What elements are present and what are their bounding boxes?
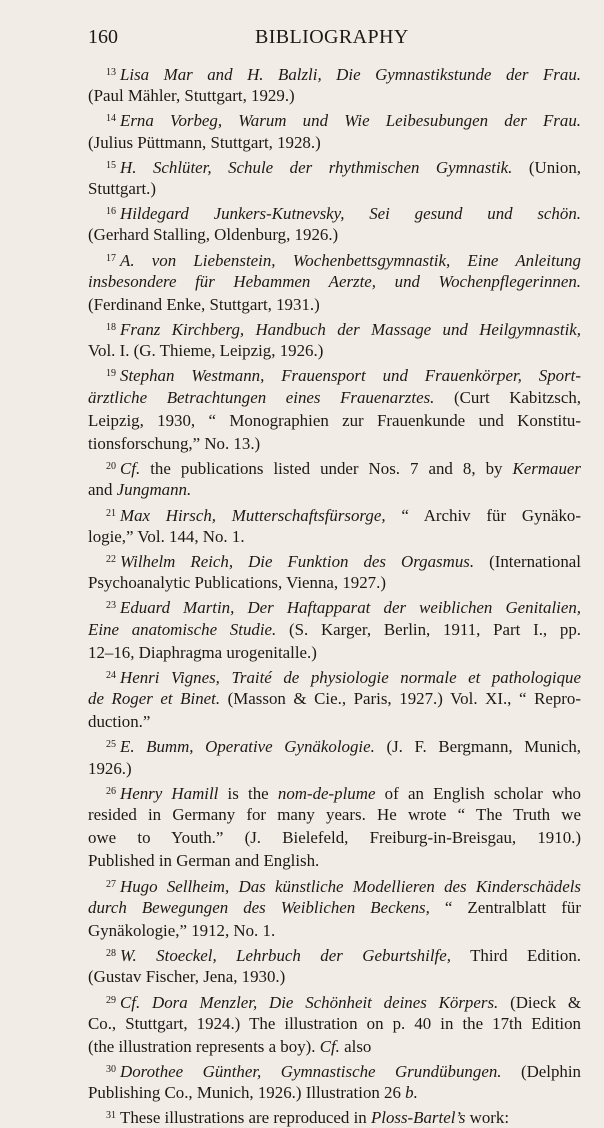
roman-text: (J. F. Bergmann, Munich, [374, 737, 581, 757]
roman-text: is the [218, 783, 278, 803]
roman-text: of an English scholar who [375, 783, 581, 803]
italic-text: H. Schlüter, Schule der rhythmischen Gymnastik. [120, 157, 513, 177]
note-line [88, 525, 581, 548]
italic-text: A. von Liebenstein, Wochenbettsgymnastik, Eine Anleitung [120, 250, 581, 270]
note-17 [88, 247, 581, 317]
roman-text: (Masson & Cie., Paris, 1927.) Vol. XI., “ Repro- [220, 689, 581, 709]
roman-text: (Curt Kabitzsch, [434, 387, 581, 407]
roman-text: the publications listed under Nos. 7 and 8, by [140, 459, 513, 479]
note-line [88, 896, 581, 919]
italic-text: Cf. [319, 1036, 340, 1056]
note-line [88, 1058, 581, 1081]
note-line [88, 1081, 581, 1104]
note-number: 14 [106, 113, 116, 125]
roman-text: Gynäkologie,” 1912, No. 1. [88, 920, 276, 940]
note-line [88, 362, 581, 385]
note-line [88, 803, 581, 826]
note-line [88, 1104, 581, 1127]
note-20 [88, 455, 581, 501]
note-number: 21 [106, 507, 116, 519]
italic-text: Eduard Martin, Der Haftapparat der weiblichen Genitalien, [120, 598, 581, 618]
roman-text: (Delphin [501, 1062, 581, 1082]
note-line [88, 548, 581, 571]
note-line [88, 618, 581, 641]
note-25 [88, 733, 581, 779]
roman-text: Published in German and English. [88, 851, 320, 871]
italic-text: Hugo Sellheim, Das künstliche Modellieren des Kinderschädels [120, 876, 581, 896]
roman-text: logie,” Vol. 144, No. 1. [88, 526, 245, 546]
note-line [88, 455, 581, 478]
note-number: 15 [106, 159, 116, 171]
note-line [88, 223, 581, 246]
italic-text: nom-de-plume [277, 783, 376, 803]
note-line [88, 316, 581, 339]
note-30 [88, 1058, 581, 1104]
note-21 [88, 502, 581, 548]
italic-text: b. [405, 1083, 418, 1103]
note-number: 25 [106, 739, 116, 751]
roman-text: (Julius Püttmann, Stuttgart, 1928.) [88, 132, 321, 152]
note-line [88, 247, 581, 270]
note-line [88, 200, 581, 223]
note-29 [88, 989, 581, 1059]
note-line [88, 131, 581, 154]
note-13 [88, 61, 581, 107]
note-number: 20 [106, 461, 116, 473]
note-number: 22 [106, 553, 116, 565]
note-number: 30 [106, 1064, 116, 1076]
note-line [88, 154, 581, 177]
note-number: 24 [106, 669, 116, 681]
note-number: 27 [106, 878, 116, 890]
roman-text: (Ferdinand Enke, Stuttgart, 1931.) [88, 294, 320, 314]
italic-text: Ploss-Bartel’s [370, 1108, 466, 1128]
roman-text: 12–16, Diaphragma urogenitalle.) [88, 642, 317, 662]
italic-text: insbesondere für Hebammen Aerzte, und Wochenpflegerinnen. [88, 271, 581, 291]
roman-text: tionsforschung,” No. 13.) [88, 434, 261, 453]
italic-text: Eine anatomische Studie. [88, 619, 277, 639]
italic-text: Franz Kirchberg, Handbuch der Massage und Heilgymnastik, [120, 320, 581, 340]
roman-text: (Gustav Fischer, Jena, 1930.) [88, 967, 286, 987]
roman-text: and [88, 480, 117, 500]
italic-text: Lisa Mar and H. Balzli, Die Gymnastikstunde der Frau. [120, 65, 581, 84]
roman-text: Psychoanalytic Publications, Vienna, 1927.) [88, 573, 386, 593]
note-line [88, 177, 581, 200]
roman-text: 1926.) [88, 758, 132, 778]
roman-text: (Gerhard Stalling, Oldenburg, 1926.) [88, 225, 339, 245]
note-line [88, 664, 581, 687]
roman-text: (Dieck & [498, 992, 581, 1012]
note-number: 19 [106, 368, 116, 380]
note-line [88, 107, 581, 130]
note-line [88, 61, 581, 84]
roman-text: (Paul Mähler, Stuttgart, 1929.) [88, 86, 295, 106]
note-24 [88, 664, 581, 734]
note-line [88, 919, 581, 942]
note-line [88, 571, 581, 594]
italic-text: Hildegard Junkers-Kutnevsky, Sei gesund und schön. [120, 204, 581, 224]
note-number: 31 [106, 1110, 116, 1122]
italic-text: Dorothee Günther, Gymnastische Grundübungen. [120, 1062, 502, 1082]
roman-text: resided in Germany for many years. He wrote “ The Truth we [88, 805, 581, 824]
roman-text: Leipzig, 1930, “ Monographien zur Frauenkunde und Konstitu- [88, 410, 581, 430]
note-line [88, 386, 581, 409]
roman-text: work: [465, 1108, 510, 1128]
italic-text: ärztliche Betrachtungen eines Frauenarztes. [88, 387, 435, 407]
running-head: BIBLIOGRAPHY [255, 26, 409, 48]
note-23 [88, 594, 581, 664]
note-line [88, 989, 581, 1012]
italic-text: Cf. [120, 459, 141, 479]
roman-text: also [339, 1036, 372, 1056]
note-line [88, 849, 581, 872]
bibliography-notes [88, 61, 581, 1128]
note-line [88, 1035, 581, 1058]
roman-text: duction.” [88, 712, 151, 732]
note-line [88, 780, 581, 803]
note-line [88, 293, 581, 316]
note-number: 18 [106, 322, 116, 334]
note-line [88, 757, 581, 780]
roman-text: (International [474, 551, 581, 571]
roman-text: These illustrations are reproduced in [120, 1108, 371, 1128]
page-header [88, 26, 580, 52]
italic-text: Henry Hamill [120, 783, 219, 803]
note-line [88, 687, 581, 710]
italic-text: W. Stoeckel, Lehrbuch der Geburtshilfe, [120, 946, 451, 966]
note-number: 17 [106, 252, 116, 264]
roman-text: “ Archiv für Gynäko- [385, 505, 581, 525]
roman-text: Publishing Co., Munich, 1926.) Illustration 26 [88, 1083, 406, 1103]
italic-text: Henri Vignes, Traité de physiologie normale et pathologique [120, 667, 581, 687]
italic-text: E. Bumm, Operative Gynäkologie. [120, 737, 375, 757]
note-14 [88, 107, 581, 153]
note-number: 26 [106, 785, 116, 797]
note-line [88, 478, 581, 501]
note-line [88, 270, 581, 293]
note-line [88, 1012, 581, 1035]
note-line [88, 873, 581, 896]
roman-text: owe to Youth.” (J. Bielefeld, Freiburg-in-Breisgau, 1910.) [88, 828, 581, 848]
italic-text: Max Hirsch, Mutterschaftsfürsorge, [120, 505, 386, 525]
note-line [88, 965, 581, 988]
roman-text: (S. Karger, Berlin, 1911, Part I., pp. [276, 619, 581, 639]
roman-text: (the illustration represents a boy). [88, 1036, 320, 1056]
italic-text: Kermauer [512, 459, 581, 479]
note-15 [88, 154, 581, 200]
note-line [88, 942, 581, 965]
roman-text: “ Zentralblatt für [429, 897, 581, 917]
note-line [88, 339, 581, 362]
note-line [88, 409, 581, 432]
note-16 [88, 200, 581, 246]
italic-text: Erna Vorbeg, Warum und Wie Leibesubungen der Frau. [120, 111, 581, 131]
note-line [88, 641, 581, 664]
note-number: 23 [106, 600, 116, 612]
note-number: 29 [106, 994, 116, 1006]
note-line [88, 594, 581, 617]
italic-text: durch Bewegungen des Weiblichen Beckens, [88, 897, 430, 917]
roman-text: Third Edition. [450, 946, 581, 966]
note-18 [88, 316, 581, 362]
note-number: 28 [106, 948, 116, 960]
note-line [88, 826, 581, 849]
note-number: 13 [106, 67, 116, 78]
italic-text: Jungmann. [116, 480, 192, 500]
note-number: 16 [106, 206, 116, 218]
note-22 [88, 548, 581, 594]
note-28 [88, 942, 581, 988]
roman-text: Stuttgart.) [88, 178, 157, 198]
note-line [88, 432, 581, 455]
italic-text: Cf. Dora Menzler, Die Schönheit deines Körpers. [120, 992, 499, 1012]
roman-text: Co., Stuttgart, 1924.) The illustration on p. 40 in the 17th Edition [88, 1013, 581, 1033]
note-27 [88, 873, 581, 943]
note-19 [88, 362, 581, 455]
note-line [88, 733, 581, 756]
roman-text: (Union, [512, 157, 581, 177]
note-31 [88, 1104, 581, 1127]
page-number: 160 [88, 26, 118, 48]
italic-text: Wilhelm Reich, Die Funktion des Orgasmus. [120, 551, 475, 571]
italic-text: Stephan Westmann, Frauensport und Frauenkörper, Sport- [120, 366, 581, 386]
note-line [88, 84, 581, 107]
note-line [88, 710, 581, 733]
roman-text: Vol. I. (G. Thieme, Leipzig, 1926.) [88, 341, 324, 361]
note-26 [88, 780, 581, 873]
italic-text: de Roger et Binet. [88, 689, 221, 709]
note-line [88, 502, 581, 525]
